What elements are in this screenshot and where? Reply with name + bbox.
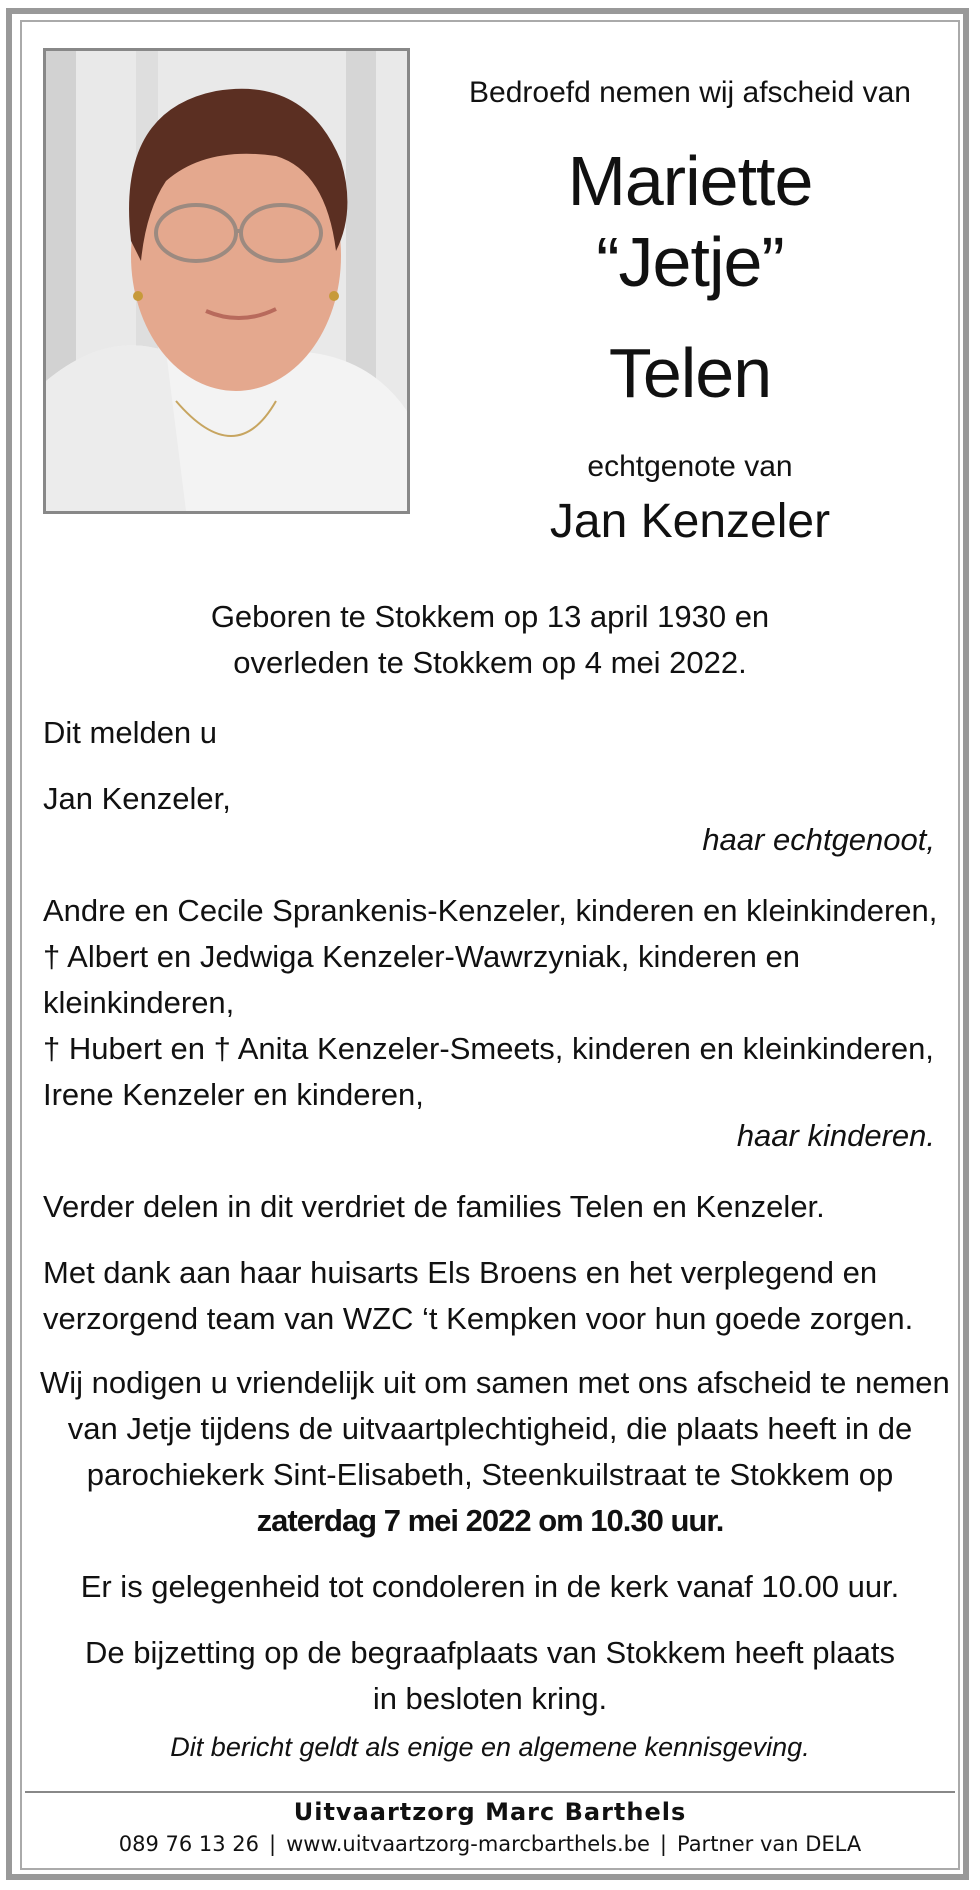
burial-info <box>40 1630 940 1722</box>
funeral-home-name: Uitvaartzorg Marc Barthels <box>293 1798 687 1826</box>
children-line: kleinkinderen, <box>43 985 235 1020</box>
funeral-invite <box>40 1360 950 1544</box>
funeral-date: zaterdag 7 mei 2022 om 10.30 uur. <box>256 1503 724 1538</box>
funeral-line: van Jetje tijdens de uitvaartplechtigheid, die plaats heeft in de <box>67 1411 913 1446</box>
deceased-nickname: “Jetje” <box>596 223 784 301</box>
burial-line: De bijzetting op de begraafplaats van Stokkem heeft plaats <box>85 1635 895 1670</box>
contact-line <box>40 1832 940 1856</box>
children-line: † Hubert en † Anita Kenzeler-Smeets, kinderen en kleinkinderen, <box>43 1031 934 1066</box>
deceased-last-name: Telen <box>608 334 772 412</box>
families-line: Verder delen in dit verdriet de families Telen en Kenzeler. <box>43 1189 825 1224</box>
spouse-role: haar echtgenoot, <box>702 822 935 857</box>
separator: | <box>659 1832 667 1856</box>
thanks-line: Met dank aan haar huisarts Els Broens en het verplegend en <box>43 1255 878 1290</box>
condolence-info: Er is gelegenheid tot condoleren in de kerk vanaf 10.00 uur. <box>80 1569 900 1604</box>
family-spouse: Jan Kenzeler, <box>43 781 231 816</box>
phone-number: 089 76 13 26 <box>118 1832 260 1856</box>
burial-line: in besloten kring. <box>372 1681 608 1716</box>
birth-death-info <box>40 594 940 686</box>
children-line: Andre en Cecile Sprankenis-Kenzeler, kinderen en kleinkinderen, <box>43 893 938 928</box>
funeral-line: parochiekerk Sint-Elisabeth, Steenkuilstraat te Stokkem op <box>86 1457 894 1492</box>
funeral-line: Wij nodigen u vriendelijk uit om samen met ons afscheid te nemen <box>40 1365 950 1400</box>
intro-text: Bedroefd nemen wij afscheid van <box>469 76 911 109</box>
announce-intro: Dit melden u <box>43 715 218 750</box>
portrait-photo <box>43 48 410 514</box>
partner-text: Partner van DELA <box>676 1832 862 1856</box>
spouse-label: echtgenote van <box>587 450 793 483</box>
children-line: Irene Kenzeler en kinderen, <box>43 1077 424 1112</box>
spouse-name: Jan Kenzeler <box>549 495 831 548</box>
separator: | <box>269 1832 277 1856</box>
birth-line: Geboren te Stokkem op 13 april 1930 en <box>210 599 770 634</box>
death-line: overleden te Stokkem op 4 mei 2022. <box>233 645 747 680</box>
notice-text: Dit bericht geldt als enige en algemene kennisgeving. <box>170 1732 810 1762</box>
children-line: † Albert en Jedwiga Kenzeler-Wawrzyniak, kinderen en <box>43 939 801 974</box>
footer-divider <box>25 1791 955 1793</box>
thanks-line: verzorgend team van WZC ‘t Kempken voor hun goede zorgen. <box>43 1301 914 1336</box>
website-link[interactable]: www.uitvaartzorg-marcbarthels.be <box>286 1832 650 1856</box>
deceased-first-name: Mariette <box>567 142 813 220</box>
children-role: haar kinderen. <box>736 1118 935 1153</box>
